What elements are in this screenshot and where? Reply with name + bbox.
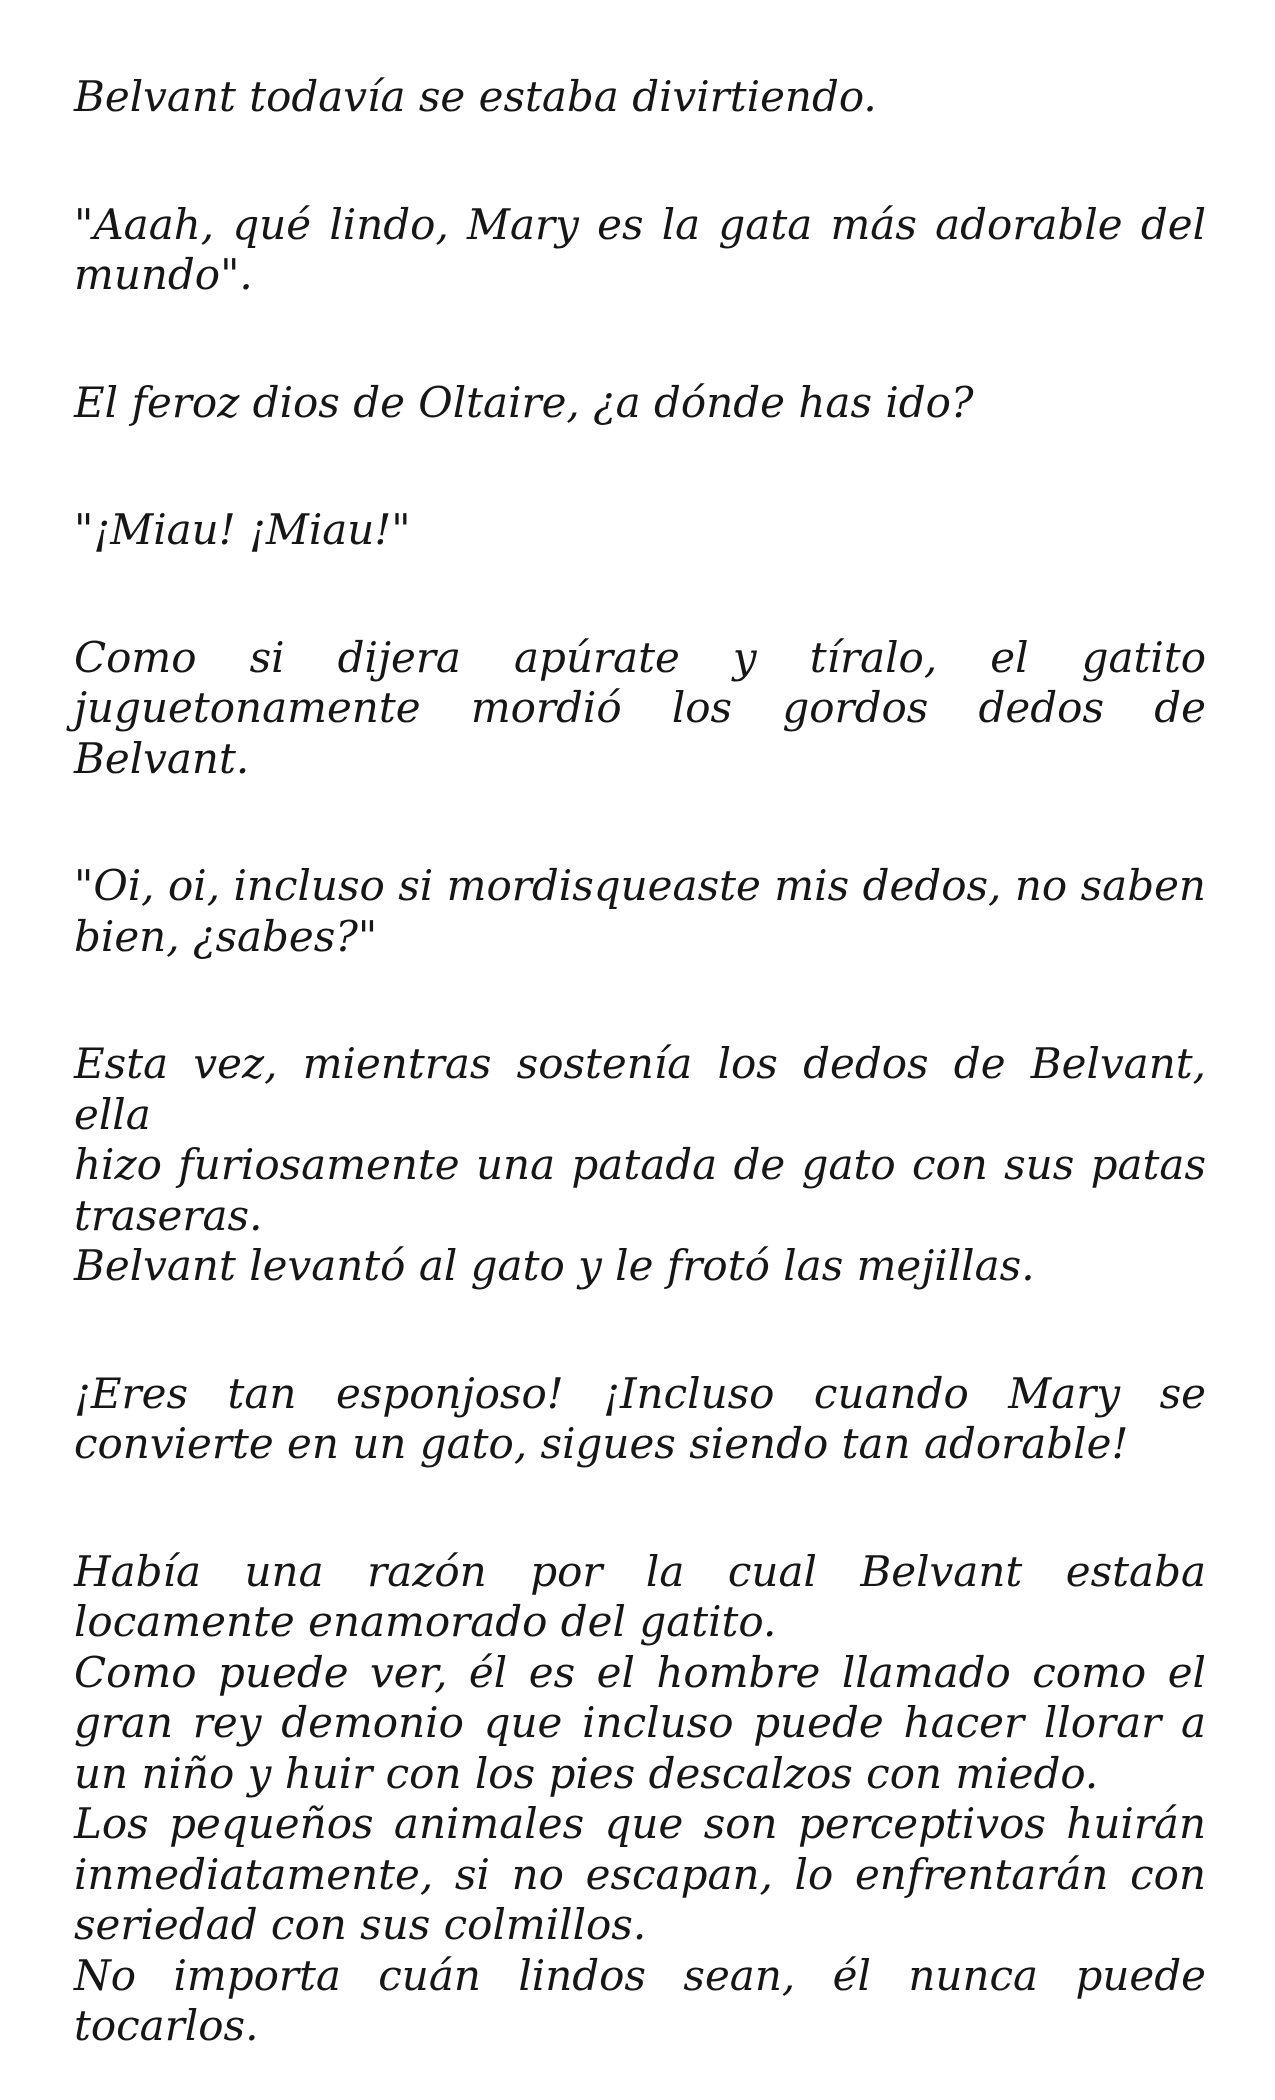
text-line: un niño y huir con los pies descalzos con miedo. [74, 1748, 1099, 1798]
text-line: "Oi, oi, incluso si mordisqueaste mis dedos, no saben [74, 861, 1206, 910]
text-line: Como si dijera apúrate y tíralo, el gatito [74, 632, 1206, 682]
text-line: seriedad con sus colmillos. [74, 1900, 647, 1949]
text-line: mundo". [74, 250, 253, 299]
text-line: Belvant levantó al gato y le frotó las mejillas. [74, 1241, 1035, 1290]
text-line: juguetonamente mordió los gordos dedos de Belvant. [74, 683, 1206, 783]
text-line: No importa cuán lindos sean, él nunca puede [74, 1950, 1206, 2000]
paragraph-6 [74, 861, 1206, 962]
text-line: locamente enamorado del gatito. [74, 1597, 777, 1646]
text-line: ¡Eres tan esponjoso! ¡Incluso cuando Mary se [74, 1368, 1206, 1418]
text-line: inmediatamente, si no escapan, lo enfrentarán con [74, 1849, 1206, 1899]
text-line: bien, ¿sabes?" [74, 911, 378, 961]
text-line: convierte en un gato, sigues siendo tan adorable! [74, 1419, 1129, 1468]
text-line: "¡Miau! ¡Miau!" [74, 505, 411, 554]
text-line: Esta vez, mientras sostenía los dedos de Belvant, ella [74, 1039, 1206, 1139]
text-line: Belvant todavía se estaba divirtiendo. [74, 72, 877, 121]
text-line: hizo furiosamente una patada de gato con sus patas [74, 1140, 1206, 1189]
paragraph-3 [74, 378, 1206, 429]
text-line: "Aaah, qué lindo, Mary es la gata más adorable del [74, 199, 1206, 249]
text-line: Como puede ver, él es el hombre llamado como el [74, 1647, 1206, 1697]
text-line: El feroz dios de Oltaire, ¿a dónde has ido? [74, 377, 974, 427]
text-line: Había una razón por la cual Belvant estaba [74, 1546, 1206, 1596]
paragraph-1 [74, 72, 1206, 123]
paragraph-5 [74, 633, 1206, 785]
text-line: gran rey demonio que incluso puede hacer llorar a [74, 1698, 1206, 1747]
text-line: tocarlos. [74, 2001, 259, 2050]
paragraph-4 [74, 505, 1206, 556]
paragraph-7 [74, 1039, 1206, 1292]
text-line: traseras. [74, 1190, 263, 1240]
text-line: Los pequeños animales que son perceptivos huirán [74, 1799, 1206, 1848]
document-body [74, 72, 1206, 2052]
paragraph-9 [74, 1547, 1206, 2052]
paragraph-8 [74, 1369, 1206, 1470]
paragraph-2 [74, 200, 1206, 301]
